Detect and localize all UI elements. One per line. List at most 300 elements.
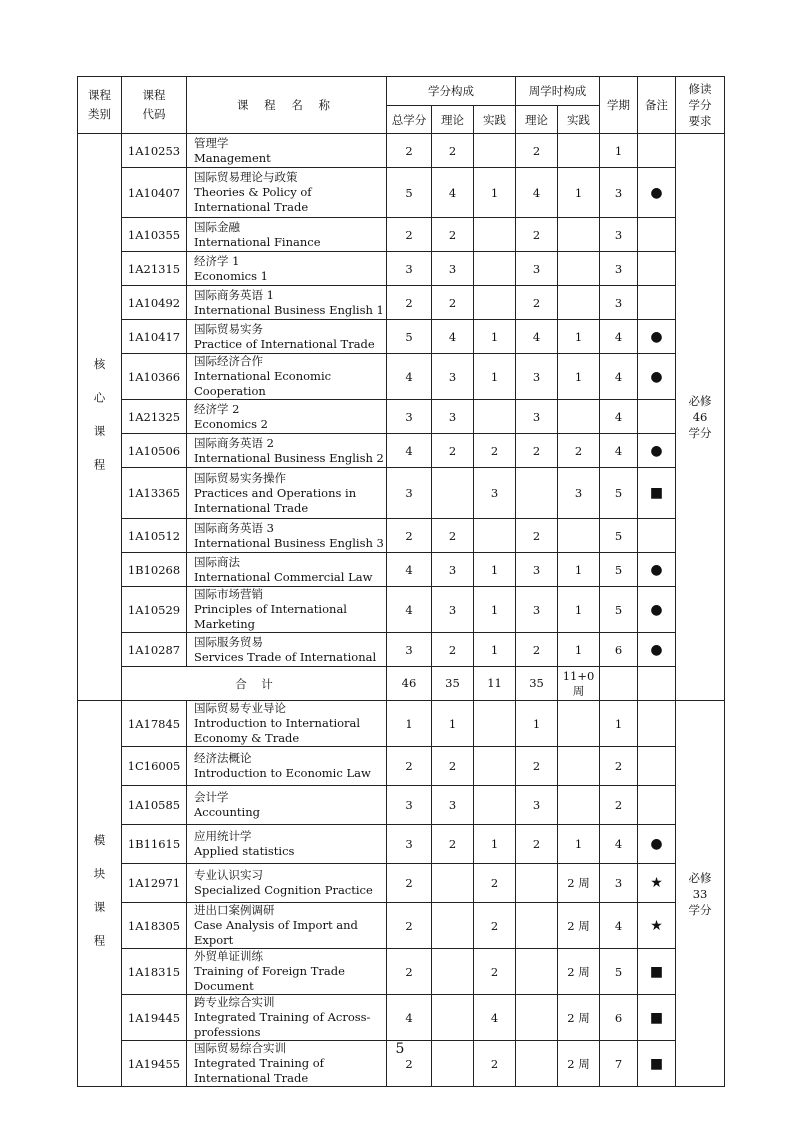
course-code-cell [122, 252, 187, 286]
course-name-zh: 国际服务贸易 [194, 634, 263, 649]
course-h-practice-cell [558, 587, 600, 633]
module-category-cell [78, 701, 122, 1087]
course-theory-cell [432, 786, 474, 825]
course-semester-cell [600, 468, 638, 519]
course-total-cell [387, 468, 432, 519]
remark-mark-icon: ★ [650, 875, 663, 891]
course-remark-cell [638, 468, 676, 519]
course-semester: 1 [614, 143, 623, 158]
total-total-cell [387, 667, 432, 701]
course-total-cell [387, 903, 432, 949]
course-code-cell [122, 587, 187, 633]
course-h-practice: 1 [574, 642, 583, 657]
course-code-cell [122, 949, 187, 995]
course-h-theory-cell [516, 168, 558, 218]
course-h-practice-cell [558, 134, 600, 168]
table-row [78, 864, 725, 903]
total-row [78, 667, 725, 701]
total-theory: 35 [445, 676, 460, 690]
core-category-cell [78, 134, 122, 701]
course-h-practice-cell [558, 320, 600, 354]
course-semester: 3 [614, 876, 623, 890]
course-h-practice-cell [558, 468, 600, 519]
course-name-cell [187, 354, 387, 400]
course-h-theory: 2 [532, 295, 541, 310]
course-name-en: Accounting [194, 805, 260, 819]
course-code: 1A10512 [127, 528, 181, 543]
course-h-practice: 1 [574, 602, 583, 617]
course-total: 2 [405, 918, 413, 933]
total-remark-cell [638, 667, 676, 701]
course-name-cell [187, 825, 387, 864]
course-practice: 2 [490, 443, 499, 458]
course-total-cell [387, 864, 432, 903]
course-h-practice-cell [558, 903, 600, 949]
course-practice: 2 [490, 918, 499, 933]
course-name-zh: 跨专业综合实训 [194, 995, 275, 1009]
course-practice-cell [474, 587, 516, 633]
course-h-theory: 2 [532, 642, 541, 657]
course-theory-cell [432, 587, 474, 633]
course-name-zh: 会计学 [194, 790, 229, 804]
course-code: 1A10529 [127, 602, 181, 617]
course-name-en: Introduction to Internatioral Economy & Trade [194, 716, 361, 745]
course-name-en: Management [194, 150, 271, 165]
header-semester [600, 77, 638, 134]
header-credit-group [387, 77, 516, 106]
course-h-practice-cell [558, 168, 600, 218]
remark-mark-icon: ★ [650, 917, 663, 934]
course-h-practice: 1 [574, 562, 583, 577]
total-practice-cell [474, 667, 516, 701]
course-theory-cell [432, 633, 474, 667]
course-code-cell [122, 864, 187, 903]
course-practice-cell [474, 701, 516, 747]
course-theory-cell [432, 519, 474, 553]
header-category [78, 77, 122, 134]
total-h-theory-cell [516, 667, 558, 701]
course-h-theory-cell [516, 995, 558, 1041]
header-hours-practice [558, 106, 600, 134]
course-h-theory-cell [516, 134, 558, 168]
course-code-cell [122, 747, 187, 786]
course-code: 1A18305 [127, 918, 181, 933]
course-name-en: Services Trade of International [194, 649, 377, 664]
header-hours-group [516, 77, 600, 106]
course-total: 2 [405, 227, 413, 242]
header-remark-text: 备注 [645, 98, 669, 112]
course-semester: 7 [614, 1056, 623, 1071]
total-label: 合 计 [235, 676, 273, 691]
course-semester: 6 [614, 642, 623, 657]
course-name-zh: 外贸单证训练 [194, 949, 263, 963]
course-theory-cell [432, 825, 474, 864]
course-h-theory-cell [516, 252, 558, 286]
course-practice-cell [474, 286, 516, 320]
course-theory: 3 [448, 798, 457, 812]
table-row [78, 786, 725, 825]
course-remark-cell [638, 825, 676, 864]
course-h-practice-cell [558, 701, 600, 747]
course-total: 2 [405, 295, 413, 310]
course-total-cell [387, 701, 432, 747]
table-row [78, 825, 725, 864]
course-theory-cell [432, 864, 474, 903]
course-theory: 2 [448, 295, 457, 310]
course-h-practice: 2 周 [567, 1056, 590, 1071]
course-practice-cell [474, 747, 516, 786]
course-semester: 4 [614, 918, 623, 933]
course-h-theory-cell [516, 701, 558, 747]
course-total-cell [387, 825, 432, 864]
course-theory: 4 [448, 185, 457, 200]
course-code: 1A19455 [127, 1056, 181, 1071]
course-total-cell [387, 995, 432, 1041]
course-semester-cell [600, 633, 638, 667]
course-total-cell [387, 354, 432, 400]
course-semester-cell [600, 587, 638, 633]
course-name-zh: 国际市场营销 [194, 587, 263, 601]
total-label-cell [122, 667, 387, 701]
course-code-cell [122, 320, 187, 354]
course-code: 1A10366 [127, 369, 181, 384]
course-code: 1B10268 [127, 562, 181, 577]
course-name-zh: 国际贸易实务操作 [194, 470, 286, 485]
course-h-practice-cell [558, 633, 600, 667]
total-total: 46 [401, 676, 417, 690]
course-theory: 2 [448, 759, 457, 773]
course-total: 4 [405, 562, 413, 577]
course-name-en: Theories & Policy of International Trade [194, 185, 312, 214]
core-requirement-cell [676, 134, 725, 701]
course-code-cell [122, 400, 187, 434]
course-semester-cell [600, 995, 638, 1041]
course-code-cell [122, 218, 187, 252]
course-remark-cell [638, 701, 676, 747]
header-total-credit [387, 106, 432, 134]
course-code: 1A10492 [127, 295, 181, 310]
course-name-zh: 经济法概论 [194, 751, 252, 765]
course-practice: 3 [490, 486, 499, 500]
course-name-cell [187, 587, 387, 633]
course-name-zh: 专业认识实习 [194, 868, 263, 882]
course-theory: 2 [448, 528, 457, 543]
course-semester-cell [600, 218, 638, 252]
course-semester: 5 [614, 486, 623, 500]
course-remark-cell [638, 218, 676, 252]
header-credit-group-text: 学分构成 [428, 84, 475, 98]
course-code: 1A21315 [127, 261, 181, 276]
course-total: 3 [405, 409, 413, 424]
course-code: 1A10417 [127, 329, 181, 344]
course-total-cell [387, 949, 432, 995]
course-semester: 3 [614, 261, 623, 276]
course-h-theory: 3 [532, 261, 541, 276]
course-theory: 3 [448, 369, 457, 384]
course-code: 1A10355 [127, 227, 181, 242]
table-row [78, 320, 725, 354]
course-remark-cell [638, 747, 676, 786]
course-total: 3 [405, 798, 413, 812]
course-theory: 2 [448, 837, 457, 851]
course-h-theory: 4 [532, 329, 541, 344]
course-total-cell [387, 519, 432, 553]
course-h-theory: 2 [532, 143, 541, 158]
header-requirement-text: 修读 学分 要求 [688, 82, 712, 128]
course-practice-cell [474, 400, 516, 434]
course-semester: 5 [614, 562, 623, 577]
course-code: 1A10287 [127, 642, 181, 657]
course-name-zh: 进出口案例调研 [194, 903, 275, 917]
course-h-theory-cell [516, 354, 558, 400]
course-theory-cell [432, 400, 474, 434]
course-practice-cell [474, 468, 516, 519]
course-semester: 5 [614, 964, 623, 979]
course-name-cell [187, 949, 387, 995]
header-practice [474, 106, 516, 134]
course-code: 1A10253 [127, 143, 181, 158]
course-total: 2 [405, 528, 413, 543]
course-h-practice-cell [558, 553, 600, 587]
course-h-theory: 3 [532, 409, 541, 424]
course-practice-cell [474, 218, 516, 252]
course-practice: 2 [490, 1056, 499, 1071]
course-semester-cell [600, 786, 638, 825]
table-row [78, 701, 725, 747]
remark-mark-icon: ● [650, 601, 663, 618]
course-h-practice: 1 [574, 329, 583, 344]
header-semester-text: 学期 [607, 98, 631, 112]
course-h-theory-cell [516, 320, 558, 354]
course-theory-cell [432, 553, 474, 587]
course-theory: 1 [448, 716, 457, 731]
course-name-zh: 管理学 [194, 135, 229, 150]
course-total: 3 [405, 642, 413, 657]
header-category-text: 课程 类别 [88, 88, 111, 121]
course-name-en: International Business English 1 [194, 302, 384, 317]
course-total-cell [387, 747, 432, 786]
course-semester-cell [600, 519, 638, 553]
table-row [78, 903, 725, 949]
course-total-cell [387, 286, 432, 320]
course-name-zh: 国际商务英语 1 [194, 287, 274, 302]
course-h-theory-cell [516, 949, 558, 995]
course-theory-cell [432, 701, 474, 747]
course-total: 3 [405, 837, 413, 851]
table-row [78, 468, 725, 519]
course-h-practice-cell [558, 400, 600, 434]
course-practice-cell [474, 949, 516, 995]
course-h-practice: 1 [574, 369, 583, 384]
course-semester-cell [600, 134, 638, 168]
course-name-en: Training of Foreign Trade Document [194, 964, 345, 993]
course-semester-cell [600, 354, 638, 400]
course-name-cell [187, 995, 387, 1041]
course-practice-cell [474, 553, 516, 587]
course-total-cell [387, 400, 432, 434]
course-name-zh: 国际贸易理论与政策 [194, 170, 298, 184]
course-name-en: Practice of International Trade [194, 336, 375, 351]
course-h-theory-cell [516, 519, 558, 553]
course-theory: 3 [448, 409, 457, 424]
course-total: 5 [405, 329, 413, 344]
course-total: 2 [405, 759, 413, 773]
course-h-practice: 2 周 [567, 876, 590, 890]
course-total: 2 [405, 964, 413, 979]
course-name-en: International Commercial Law [194, 569, 373, 584]
header-requirement [676, 77, 725, 134]
remark-mark-icon: ● [650, 184, 663, 201]
course-name-cell [187, 747, 387, 786]
course-semester: 2 [614, 798, 623, 812]
total-h-practice-cell [558, 667, 600, 701]
course-h-practice: 2 周 [567, 964, 590, 979]
course-h-theory: 4 [532, 185, 541, 200]
course-name-zh: 经济学 1 [194, 253, 240, 268]
course-remark-cell [638, 995, 676, 1041]
course-code-cell [122, 903, 187, 949]
module-category-label: 模 块 课 程 [92, 834, 107, 950]
core-category-label: 核 心 课 程 [92, 357, 107, 474]
table-row [78, 995, 725, 1041]
course-remark-cell [638, 286, 676, 320]
course-name-cell [187, 218, 387, 252]
header-row-1 [78, 77, 725, 106]
course-theory: 4 [448, 329, 457, 344]
course-theory-cell [432, 218, 474, 252]
course-remark-cell [638, 354, 676, 400]
course-name-zh: 应用统计学 [194, 829, 252, 843]
remark-mark-icon: ● [650, 442, 663, 459]
table-row [78, 434, 725, 468]
course-practice-cell [474, 519, 516, 553]
course-name-zh: 国际商务英语 3 [194, 520, 274, 535]
course-total-cell [387, 320, 432, 354]
course-total: 4 [405, 1010, 413, 1025]
course-theory: 2 [448, 642, 457, 657]
course-name-en: Specialized Cognition Practice [194, 883, 373, 897]
course-semester: 6 [614, 1010, 623, 1025]
course-theory-cell [432, 468, 474, 519]
course-practice: 1 [490, 369, 499, 384]
course-practice-cell [474, 168, 516, 218]
course-theory: 3 [448, 261, 457, 276]
course-name-cell [187, 903, 387, 949]
table-row [78, 553, 725, 587]
course-h-practice-cell [558, 354, 600, 400]
course-name-en: Integrated Training of Across-professions [194, 1010, 371, 1039]
course-name-en: Economics 1 [194, 268, 268, 283]
header-hours-theory-text: 理论 [525, 112, 549, 127]
course-h-practice: 2 [574, 443, 583, 458]
course-name-en: Principles of International Marketing [194, 602, 347, 631]
header-hours-practice-text: 实践 [567, 112, 591, 127]
course-remark-cell [638, 903, 676, 949]
table-row [78, 218, 725, 252]
course-code: 1C16005 [127, 759, 181, 773]
course-remark-cell [638, 864, 676, 903]
course-theory-cell [432, 134, 474, 168]
course-code: 1B11615 [127, 837, 181, 851]
course-theory-cell [432, 995, 474, 1041]
course-h-theory-cell [516, 587, 558, 633]
course-code-cell [122, 168, 187, 218]
remark-mark-icon: ■ [649, 963, 664, 980]
course-name-en: Applied statistics [194, 844, 295, 858]
course-code: 1A17845 [127, 716, 181, 731]
course-name-zh: 国际商务英语 2 [194, 435, 274, 450]
course-code-cell [122, 701, 187, 747]
course-theory: 2 [448, 143, 457, 158]
total-h-practice: 11+0 周 [562, 668, 595, 698]
course-practice-cell [474, 134, 516, 168]
course-total-cell [387, 587, 432, 633]
course-semester: 1 [614, 716, 623, 731]
course-semester-cell [600, 320, 638, 354]
course-semester-cell [600, 434, 638, 468]
course-semester: 4 [614, 369, 623, 384]
course-total-cell [387, 168, 432, 218]
course-code: 1A13365 [127, 486, 181, 500]
course-practice: 2 [490, 876, 499, 890]
header-hours-group-text: 周学时构成 [528, 84, 587, 98]
course-semester: 3 [614, 227, 623, 242]
course-h-theory: 2 [532, 528, 541, 543]
course-name-en: International Business English 2 [194, 450, 384, 465]
course-practice-cell [474, 864, 516, 903]
course-practice-cell [474, 320, 516, 354]
course-h-theory: 2 [532, 837, 541, 851]
remark-mark-icon: ● [650, 368, 663, 385]
course-name-en: International Business English 3 [194, 535, 384, 550]
course-remark-cell [638, 400, 676, 434]
course-h-practice-cell [558, 218, 600, 252]
total-practice: 11 [487, 676, 502, 690]
table-row [78, 519, 725, 553]
course-remark-cell [638, 252, 676, 286]
course-semester-cell [600, 949, 638, 995]
course-code: 1A10407 [127, 185, 181, 200]
course-total: 4 [405, 602, 413, 617]
course-h-theory-cell [516, 786, 558, 825]
course-name-zh: 国际金融 [194, 219, 240, 234]
table-row [78, 747, 725, 786]
module-requirement-cell [676, 701, 725, 1087]
course-practice: 4 [490, 1010, 499, 1025]
course-h-practice: 1 [574, 837, 583, 851]
course-code-cell [122, 825, 187, 864]
course-name-cell [187, 434, 387, 468]
header-code [122, 77, 187, 134]
course-name-cell [187, 553, 387, 587]
module-requirement-text: 必修 33 学分 [688, 870, 712, 917]
course-practice-cell [474, 995, 516, 1041]
course-name-cell [187, 701, 387, 747]
course-h-practice: 3 [574, 486, 583, 500]
course-h-theory-cell [516, 747, 558, 786]
course-name-cell [187, 286, 387, 320]
course-practice-cell [474, 786, 516, 825]
course-semester: 4 [614, 837, 623, 851]
course-h-theory-cell [516, 286, 558, 320]
course-practice-cell [474, 633, 516, 667]
course-h-practice-cell [558, 825, 600, 864]
course-theory-cell [432, 747, 474, 786]
course-code-cell [122, 633, 187, 667]
course-name-en: Economics 2 [194, 416, 268, 431]
course-name-cell [187, 168, 387, 218]
course-practice-cell [474, 903, 516, 949]
